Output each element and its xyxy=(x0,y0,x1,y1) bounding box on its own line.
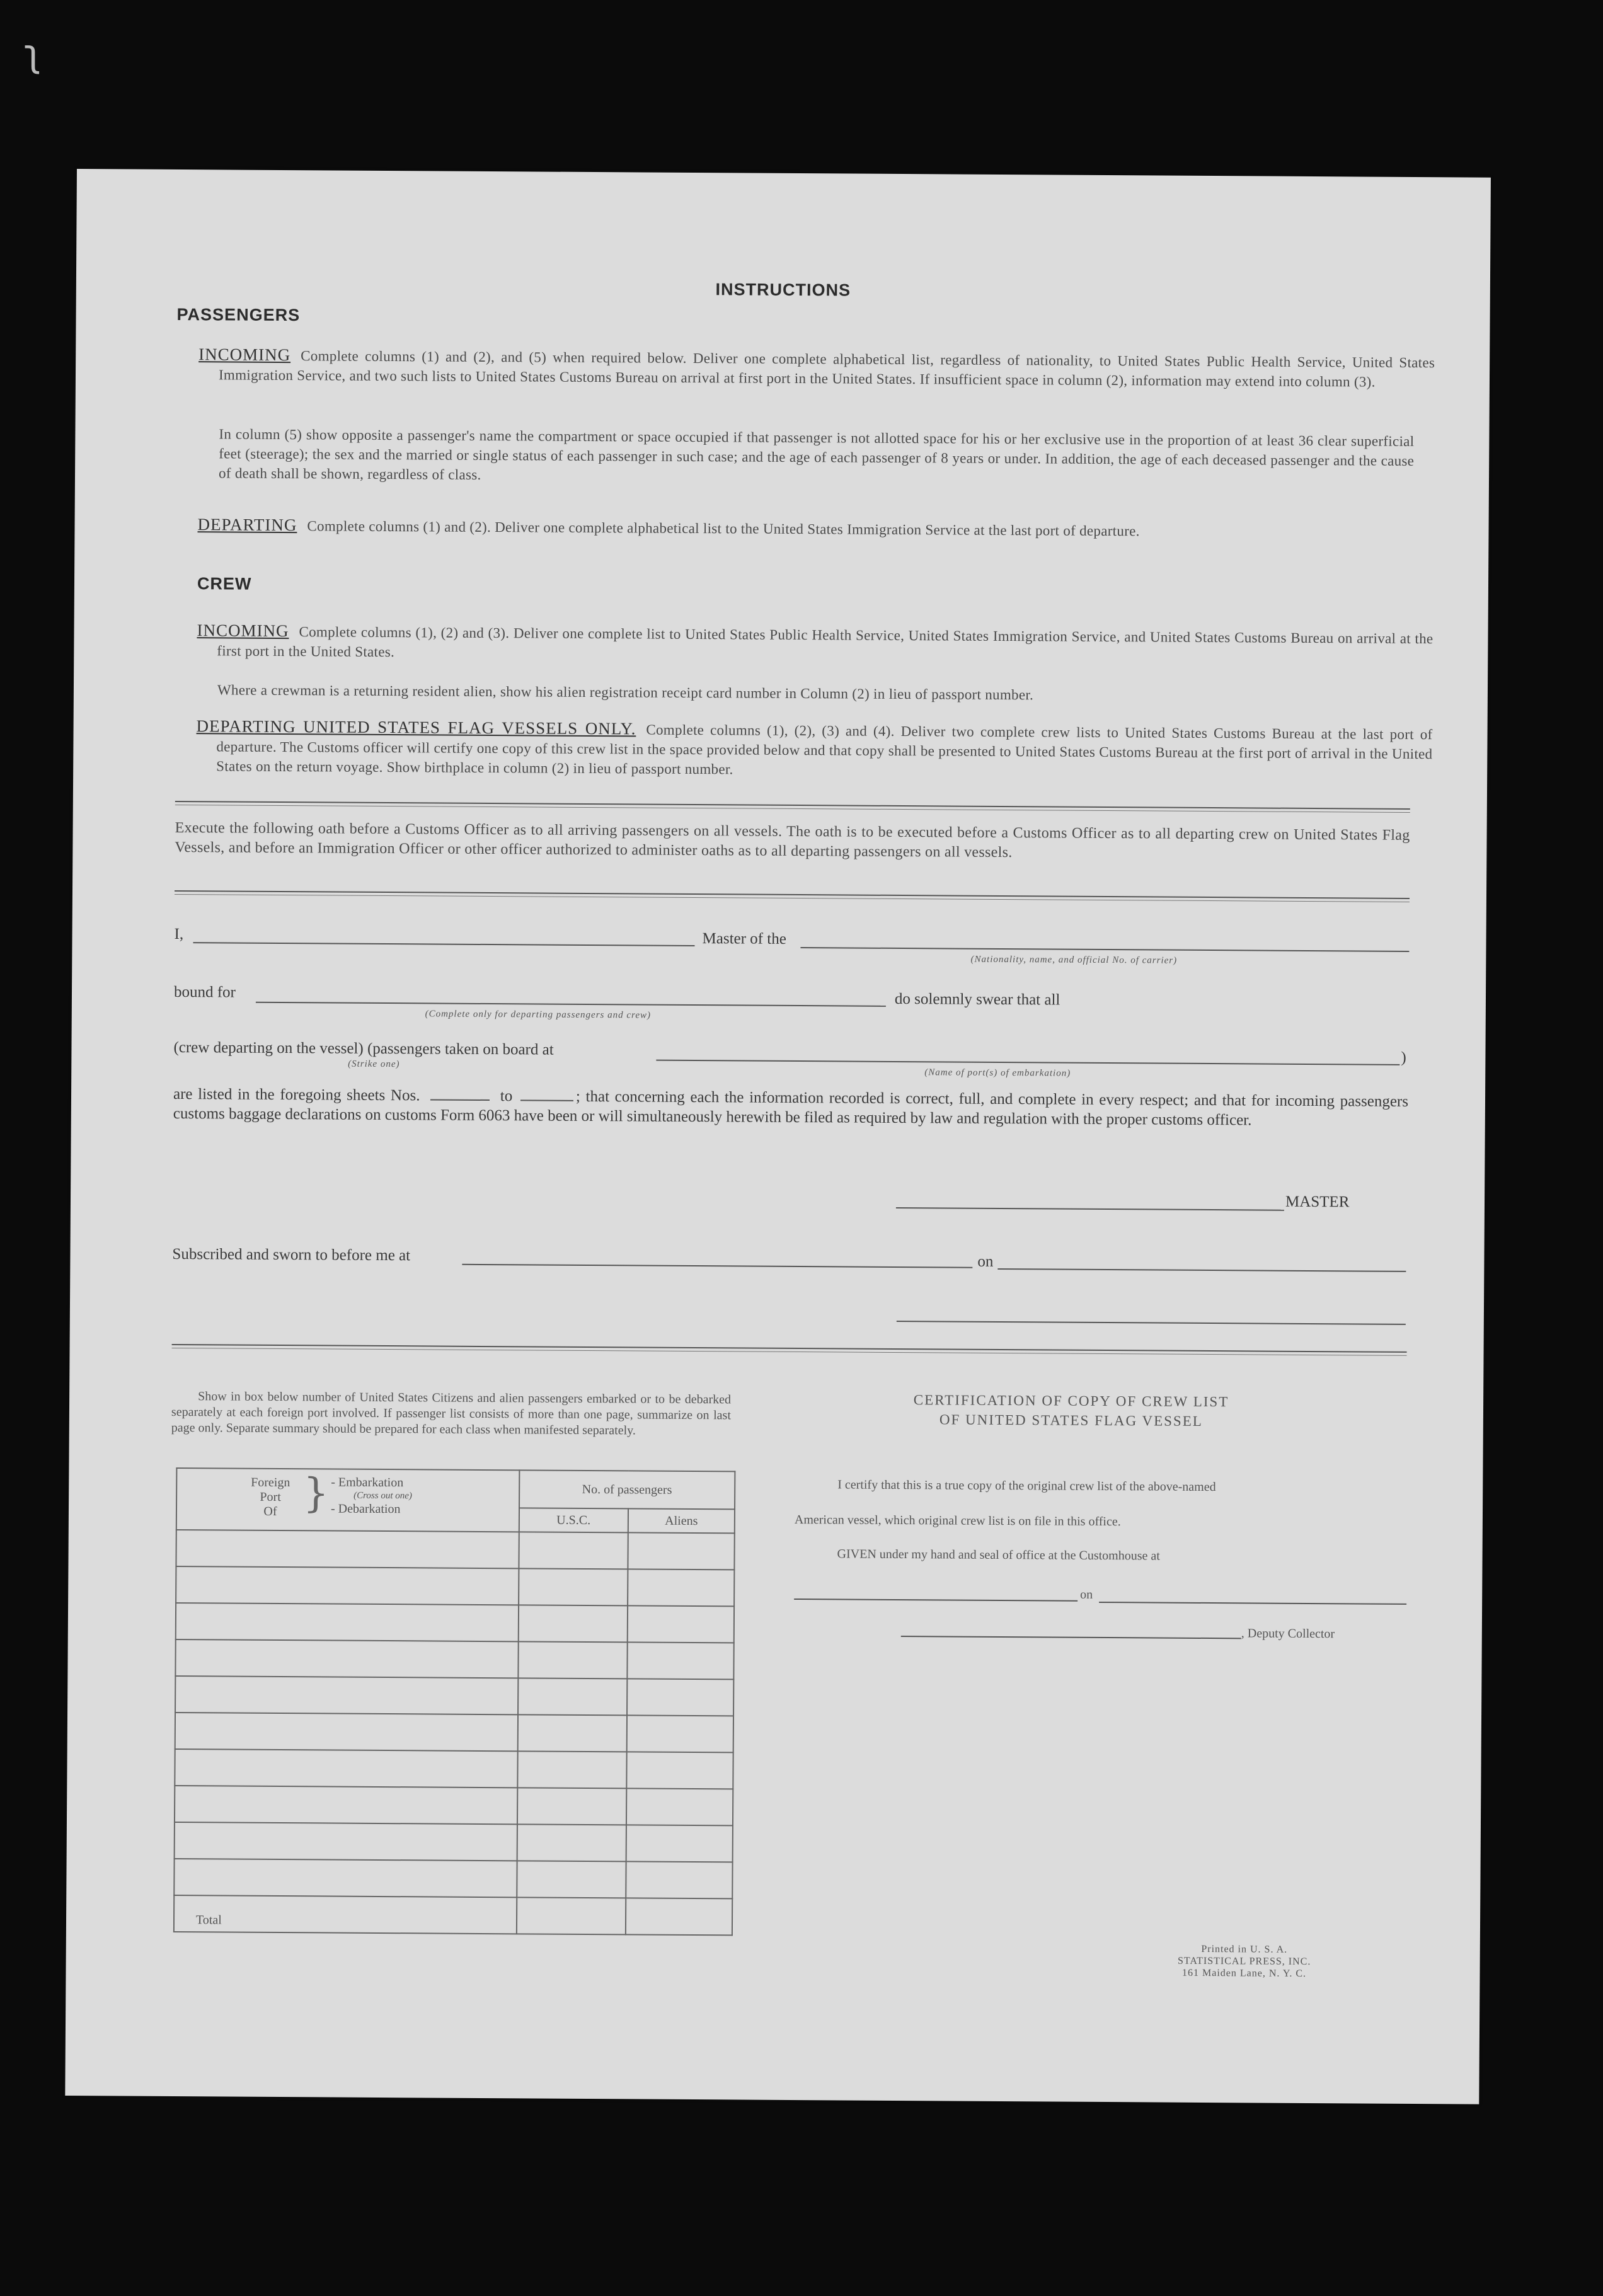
subscribed-place-field[interactable] xyxy=(462,1264,972,1268)
foreign-port-header-cell xyxy=(176,1468,519,1532)
passengers-incoming-instruction xyxy=(198,345,1435,392)
nationality-caption: (Nationality, name, and official No. of carrier) xyxy=(970,954,1178,966)
certification-date-field[interactable] xyxy=(1099,1602,1406,1605)
usc-cell[interactable] xyxy=(518,1641,628,1679)
port-cell[interactable] xyxy=(176,1566,519,1605)
to-label: to xyxy=(500,1088,513,1105)
usc-cell[interactable] xyxy=(519,1532,628,1569)
bound-for-label: bound for xyxy=(173,983,236,1001)
deputy-collector-signature-field[interactable] xyxy=(901,1636,1241,1639)
aliens-cell[interactable] xyxy=(628,1569,735,1606)
port-cell[interactable] xyxy=(175,1822,517,1861)
foreign-port-label xyxy=(245,1476,296,1519)
departing-lead: DEPARTING xyxy=(197,515,297,535)
sheet-from-field[interactable] xyxy=(430,1088,490,1101)
officer-signature-field[interactable] xyxy=(897,1321,1406,1325)
foreign-label: Foreign xyxy=(251,1475,290,1490)
swear-label: do solemnly swear that all xyxy=(894,990,1060,1009)
certification-line1: I certify that this is a true copy of the original crew list of the above-named xyxy=(837,1478,1216,1495)
usc-cell[interactable] xyxy=(517,1751,627,1788)
certification-line2: American vessel, which original crew list is on file in this office. xyxy=(794,1512,1121,1529)
certification-title-line2: OF UNITED STATES FLAG VESSEL xyxy=(939,1411,1203,1429)
port-cell[interactable] xyxy=(175,1713,518,1751)
total-label-cell xyxy=(174,1895,517,1934)
aliens-cell[interactable] xyxy=(626,1752,733,1789)
master-label: MASTER xyxy=(1285,1193,1350,1211)
sheet-to-field[interactable] xyxy=(520,1088,573,1101)
aliens-cell[interactable] xyxy=(627,1715,734,1752)
port-cell[interactable] xyxy=(176,1603,519,1641)
departing-text: Complete columns (1) and (2). Deliver one complete alphabetical list to the United States Immigration Service at the last port of departure. xyxy=(307,518,1140,539)
crew-departing-instruction xyxy=(196,716,1433,783)
ports-summary-table xyxy=(173,1467,735,1936)
deputy-collector-label: , Deputy Collector xyxy=(1241,1626,1335,1641)
carrier-field[interactable] xyxy=(800,947,1409,952)
no-of-passengers-header: No. of passengers xyxy=(519,1470,735,1509)
scan-mark: ʅ xyxy=(24,32,42,76)
crew-incoming-instruction xyxy=(197,621,1433,668)
column5-instruction: In column (5) show opposite a passenger's name the compartment or space occupied if that passenger is not allotted space for his or her exclusive use in the proportion of at least 36 clear superficial feet (steerage); the sex and the married or single status of each passenger in such case; and the age of each passenger of 8 years or under. In addition, the age of each deceased passenger and the cause of death shall be shown, regardless of class. xyxy=(218,426,1415,483)
crew-heading: CREW xyxy=(197,574,252,594)
ports-rows xyxy=(174,1530,735,1898)
incoming-lead: INCOMING xyxy=(198,345,291,365)
certification-title xyxy=(794,1389,1348,1432)
aliens-header: Aliens xyxy=(628,1508,735,1533)
strike-one-caption: (Strike one) xyxy=(348,1059,400,1070)
usc-cell[interactable] xyxy=(517,1788,627,1825)
port-cell[interactable] xyxy=(175,1749,517,1788)
imprint-line2: STATISTICAL PRESS, INC. xyxy=(1177,1955,1311,1968)
aliens-cell[interactable] xyxy=(628,1532,735,1570)
total-label: Total xyxy=(195,1913,222,1927)
oath-instruction: Execute the following oath before a Customs Officer as to all arriving passengers on all vessels. The oath is to be executed before a Customs Officer as to all departing crew on United States Flag Vessels, and before an Immigration Officer or other officer authorized to administer oaths as to all departing passengers on all vessels. xyxy=(175,819,1410,861)
usc-cell[interactable] xyxy=(517,1714,627,1752)
port-cell[interactable] xyxy=(175,1676,518,1714)
master-name-field[interactable] xyxy=(193,942,694,946)
incoming-text: Complete columns (1) and (2), and (5) when required below. Deliver one complete alphabetical list, regardless of nationality, to United States Public Health Service, United States Immigration Service, and two such lists to United States Customs Bureau on arrival at first port in the United States. If insufficient space in column (2), information may extend into column (3). xyxy=(218,348,1435,390)
usc-cell[interactable] xyxy=(517,1824,626,1861)
aliens-cell[interactable] xyxy=(627,1679,734,1716)
port-cell[interactable] xyxy=(176,1530,519,1568)
table-row xyxy=(174,1859,732,1898)
embarkation-label: - Embarkation xyxy=(331,1475,404,1490)
certification-on-label: on xyxy=(1080,1587,1093,1602)
passengers-heading: PASSENGERS xyxy=(176,304,301,325)
oath-i-label: I, xyxy=(174,925,184,943)
master-of-the-label: Master of the xyxy=(702,930,786,948)
embarkation-ports-field[interactable] xyxy=(656,1060,1399,1065)
usc-header: U.S.C. xyxy=(519,1508,628,1532)
subscribed-label: Subscribed and sworn to before me at xyxy=(172,1245,411,1265)
crew-incoming-lead: INCOMING xyxy=(197,621,289,641)
port-cell[interactable] xyxy=(175,1786,517,1824)
total-usc-cell[interactable] xyxy=(517,1897,626,1934)
master-signature-field[interactable] xyxy=(896,1207,1284,1211)
brace-icon: } xyxy=(302,1470,330,1517)
table-row xyxy=(175,1676,733,1716)
crew-departing-text: Complete columns (1), (2), (3) and (4). Deliver two complete crew lists to United States Customs Bureau at the last port of departure. The Customs officer will certify one copy of this crew list in the space provided below and that copy shall be presented to United States Customs Bureau at the first port of arrival in the United States on the return voyage. Show birthplace in column (2) in lieu of passport number. xyxy=(216,721,1433,778)
aliens-cell[interactable] xyxy=(627,1642,734,1679)
certification-title-line1: CERTIFICATION OF COPY OF CREW LIST xyxy=(913,1392,1229,1410)
form-page xyxy=(65,169,1491,2104)
table-row xyxy=(176,1530,734,1570)
subscribed-on-label: on xyxy=(977,1253,994,1270)
crew-departing-label: (crew departing on the vessel) (passengers taken on board at xyxy=(173,1038,554,1059)
debarkation-label: - Debarkation xyxy=(330,1501,401,1517)
table-row xyxy=(176,1603,734,1643)
aliens-cell[interactable] xyxy=(626,1825,733,1862)
usc-cell[interactable] xyxy=(518,1605,628,1642)
table-row xyxy=(175,1786,733,1825)
certification-line3: GIVEN under my hand and seal of office at the Customhouse at xyxy=(837,1547,1160,1563)
port-cell[interactable] xyxy=(174,1859,517,1897)
table-row xyxy=(175,1713,733,1752)
cross-out-label: (Cross out one) xyxy=(353,1490,412,1501)
sheets-nos-paragraph xyxy=(173,1084,1408,1131)
embarkation-debarkation-label xyxy=(331,1476,412,1517)
summary-note: Show in box below number of United States Citizens and alien passengers embarked or to be debarked separately at each foreign port involved. If passenger list consists of more than one page, summarize on last page only. Separate summary should be prepared for each class when manifested separately. xyxy=(171,1389,732,1438)
usc-cell[interactable] xyxy=(519,1568,628,1605)
imprint-line1: Printed in U. S. A. xyxy=(1201,1943,1288,1955)
of-label: Of xyxy=(263,1504,277,1518)
table-row xyxy=(175,1749,733,1789)
resident-alien-instruction: Where a crewman is a returning resident alien, show his alien registration receipt card number in Column (2) in lieu of passport number. xyxy=(217,682,1034,703)
table-row xyxy=(176,1566,734,1606)
bound-for-field[interactable] xyxy=(256,1002,886,1007)
aliens-cell[interactable] xyxy=(628,1605,735,1643)
crew-departing-lead: DEPARTING UNITED STATES FLAG VESSELS ONLY. xyxy=(196,716,636,738)
printer-imprint xyxy=(1118,1943,1370,1980)
table-row xyxy=(175,1822,733,1862)
port-label: Port xyxy=(260,1490,281,1505)
aliens-cell[interactable] xyxy=(626,1788,733,1825)
subscribed-date-field[interactable] xyxy=(997,1268,1406,1272)
port-cell[interactable] xyxy=(175,1639,518,1678)
aliens-cell[interactable] xyxy=(626,1861,733,1898)
close-paren: ) xyxy=(1401,1048,1406,1066)
usc-cell[interactable] xyxy=(518,1678,628,1715)
customhouse-field[interactable] xyxy=(794,1599,1077,1602)
bound-for-caption: (Complete only for departing passengers and crew) xyxy=(425,1009,652,1021)
crew-incoming-text: Complete columns (1), (2) and (3). Deliver one complete list to United States Public Health Service, United States Immigration Service, and United States Customs Bureau on arrival at the first port in the United States. xyxy=(217,624,1434,660)
total-aliens-cell[interactable] xyxy=(626,1898,733,1935)
table-row xyxy=(175,1639,733,1679)
listed-in-label: are listed in the foregoing sheets Nos. xyxy=(173,1085,420,1105)
imprint-line3: 161 Maiden Lane, N. Y. C. xyxy=(1181,1967,1307,1979)
passengers-departing-instruction xyxy=(197,515,1434,542)
listed-rest: ; that concerning each the information recorded is correct, full, and complete in every respect; and that for incoming passengers customs baggage declarations on customs Form 6063 have been or will simultaneously herewith be filed as required by law and regulation with the proper customs officer. xyxy=(173,1088,1409,1129)
usc-cell[interactable] xyxy=(517,1861,626,1898)
page-title: INSTRUCTIONS xyxy=(715,280,851,300)
ports-caption: (Name of port(s) of embarkation) xyxy=(924,1067,1071,1079)
